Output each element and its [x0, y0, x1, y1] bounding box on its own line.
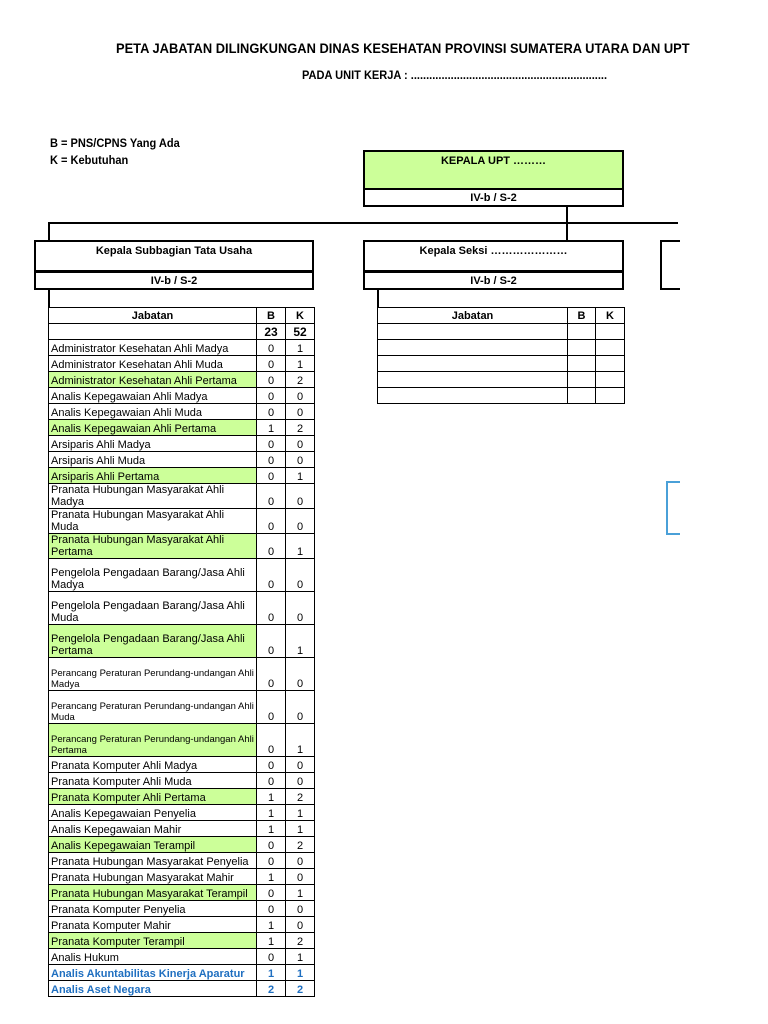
table-row: [49, 534, 315, 559]
empty-cell: [596, 340, 625, 356]
empty-cell: [596, 356, 625, 372]
table-row: [49, 658, 315, 691]
jabatan-k: 0: [286, 484, 315, 509]
jabatan-k: 0: [286, 658, 315, 691]
empty-cell: [568, 372, 596, 388]
jabatan-b: 0: [257, 388, 286, 404]
legend-b: B = PNS/CPNS Yang Ada: [50, 136, 180, 150]
jabatan-k: 1: [286, 949, 315, 965]
jabatan-name: Analis Aset Negara: [49, 981, 257, 997]
jabatan-k: 1: [286, 534, 315, 559]
subbag-tu-label: Kepala Subbagian Tata Usaha: [95, 245, 253, 257]
jabatan-k: 1: [286, 805, 315, 821]
jabatan-k: 1: [286, 965, 315, 981]
total-k: 52: [286, 324, 315, 340]
page-title: PETA JABATAN DILINGKUNGAN DINAS KESEHATAN PROVINSI SUMATERA UTARA DAN UPT: [116, 40, 690, 56]
jabatan-k: 1: [286, 468, 315, 484]
jabatan-name: Administrator Kesehatan Ahli Pertama: [49, 372, 257, 388]
table-row: [49, 757, 315, 773]
table-row: [49, 356, 315, 372]
jabatan-b: 0: [257, 724, 286, 757]
empty-cell: [378, 324, 568, 340]
jabatan-b: 0: [257, 853, 286, 869]
right-cutoff-box: [660, 240, 680, 290]
table-row: [49, 404, 315, 420]
jabatan-b: 1: [257, 965, 286, 981]
jabatan-name: Analis Kepegawaian Ahli Pertama: [49, 420, 257, 436]
jabatan-k: 0: [286, 388, 315, 404]
kepala-upt-box: [363, 150, 624, 190]
jabatan-b: 0: [257, 658, 286, 691]
jabatan-name: Perancang Peraturan Perundang-undangan Ahli Pertama: [49, 724, 257, 757]
subbag-tu-grade-label: IV-b / S-2: [150, 274, 198, 287]
middle-jabatan-table: [377, 307, 625, 404]
connector-middle-drop: [566, 222, 568, 241]
jabatan-k: 0: [286, 452, 315, 468]
connector-left-drop: [48, 222, 50, 241]
jabatan-name: Analis Hukum: [49, 949, 257, 965]
jabatan-name: Administrator Kesehatan Ahli Muda: [49, 356, 257, 372]
table-row: [49, 509, 315, 534]
table-row: [49, 821, 315, 837]
table-row: [49, 885, 315, 901]
connector-left-table: [48, 289, 50, 307]
jabatan-k: 0: [286, 691, 315, 724]
jabatan-k: 1: [286, 821, 315, 837]
table-row: [49, 965, 315, 981]
connector-upt-down: [566, 206, 568, 223]
empty-row: [378, 388, 625, 404]
empty-row: [378, 372, 625, 388]
jabatan-k: 0: [286, 559, 315, 592]
jabatan-name: Pranata Komputer Ahli Muda: [49, 773, 257, 789]
jabatan-name: Pranata Komputer Ahli Madya: [49, 757, 257, 773]
jabatan-b: 0: [257, 436, 286, 452]
jabatan-b: 0: [257, 592, 286, 625]
jabatan-b: 0: [257, 773, 286, 789]
table-row: [49, 436, 315, 452]
jabatan-b: 0: [257, 468, 286, 484]
jabatan-k: 0: [286, 404, 315, 420]
table-row: [49, 773, 315, 789]
table-row: [49, 949, 315, 965]
empty-row: [378, 356, 625, 372]
jabatan-k: 1: [286, 625, 315, 658]
kepala-upt-grade: [363, 188, 624, 207]
header-jabatan: Jabatan: [49, 308, 257, 324]
jabatan-b: 1: [257, 821, 286, 837]
jabatan-name: Analis Kepegawaian Ahli Madya: [49, 388, 257, 404]
table-row: [49, 837, 315, 853]
jabatan-name: Pranata Hubungan Masyarakat Ahli Pertama: [49, 534, 257, 559]
jabatan-name: Arsiparis Ahli Madya: [49, 436, 257, 452]
jabatan-b: 0: [257, 901, 286, 917]
jabatan-name: Arsiparis Ahli Muda: [49, 452, 257, 468]
jabatan-b: 0: [257, 534, 286, 559]
jabatan-b: 0: [257, 404, 286, 420]
table-row: [49, 917, 315, 933]
jabatan-name: Pranata Hubungan Masyarakat Ahli Madya: [49, 484, 257, 509]
table-row: [49, 468, 315, 484]
table-row: [49, 340, 315, 356]
mid-header-k: K: [596, 308, 625, 324]
jabatan-k: 2: [286, 372, 315, 388]
jabatan-name: Analis Kepegawaian Penyelia: [49, 805, 257, 821]
empty-row: [378, 340, 625, 356]
kepala-seksi-box: [363, 240, 624, 272]
jabatan-name: Pranata Komputer Penyelia: [49, 901, 257, 917]
jabatan-k: 1: [286, 724, 315, 757]
jabatan-name: Perancang Peraturan Perundang-undangan Ahli Muda: [49, 691, 257, 724]
jabatan-k: 2: [286, 420, 315, 436]
unit-kerja-line: PADA UNIT KERJA : ................................................................: [302, 68, 608, 82]
table-row: [49, 789, 315, 805]
mid-header-jabatan: Jabatan: [378, 308, 568, 324]
kepala-seksi-grade-label: IV-b / S-2: [470, 274, 517, 287]
jabatan-k: 0: [286, 853, 315, 869]
empty-cell: [568, 340, 596, 356]
jabatan-name: Arsiparis Ahli Pertama: [49, 468, 257, 484]
empty-cell: [596, 372, 625, 388]
empty-cell: [596, 324, 625, 340]
jabatan-b: 1: [257, 805, 286, 821]
jabatan-b: 0: [257, 340, 286, 356]
left-jabatan-table: [48, 307, 315, 997]
jabatan-k: 2: [286, 981, 315, 997]
empty-row: [378, 324, 625, 340]
right-edge-shape: [666, 481, 680, 535]
empty-cell: [568, 356, 596, 372]
kepala-upt-grade-label: IV-b / S-2: [470, 191, 517, 204]
table-row: [49, 559, 315, 592]
jabatan-name: Administrator Kesehatan Ahli Madya: [49, 340, 257, 356]
jabatan-k: 0: [286, 592, 315, 625]
table-row: [49, 372, 315, 388]
jabatan-name: Analis Kepegawaian Ahli Muda: [49, 404, 257, 420]
jabatan-k: 0: [286, 901, 315, 917]
total-b: 23: [257, 324, 286, 340]
table-row: [49, 901, 315, 917]
table-row: [49, 691, 315, 724]
table-row: [49, 933, 315, 949]
kepala-upt-label: KEPALA UPT ………: [440, 155, 547, 167]
table-row: [49, 724, 315, 757]
jabatan-k: 1: [286, 340, 315, 356]
jabatan-b: 1: [257, 917, 286, 933]
jabatan-b: 0: [257, 372, 286, 388]
jabatan-b: 0: [257, 625, 286, 658]
jabatan-b: 0: [257, 691, 286, 724]
table-row: [49, 805, 315, 821]
subbag-tu-box: [34, 240, 314, 272]
subbag-tu-grade: [34, 271, 314, 290]
empty-cell: [568, 324, 596, 340]
jabatan-k: 0: [286, 509, 315, 534]
jabatan-name: Pengelola Pengadaan Barang/Jasa Ahli Madya: [49, 559, 257, 592]
table-row: [49, 452, 315, 468]
jabatan-b: 0: [257, 452, 286, 468]
jabatan-b: 1: [257, 420, 286, 436]
table-row: [49, 388, 315, 404]
jabatan-k: 2: [286, 789, 315, 805]
jabatan-k: 1: [286, 356, 315, 372]
header-b: B: [257, 308, 286, 324]
empty-cell: [596, 388, 625, 404]
jabatan-b: 0: [257, 356, 286, 372]
header-k: K: [286, 308, 315, 324]
jabatan-name: Pengelola Pengadaan Barang/Jasa Ahli Pertama: [49, 625, 257, 658]
jabatan-b: 1: [257, 869, 286, 885]
table-row: [49, 853, 315, 869]
jabatan-name: Analis Kepegawaian Terampil: [49, 837, 257, 853]
jabatan-name: Pranata Komputer Terampil: [49, 933, 257, 949]
legend-k: K = Kebutuhan: [50, 153, 129, 167]
jabatan-k: 1: [286, 885, 315, 901]
jabatan-name: Pranata Komputer Mahir: [49, 917, 257, 933]
jabatan-b: 0: [257, 484, 286, 509]
kepala-seksi-label: Kepala Seksi …………………: [419, 245, 568, 257]
jabatan-name: Pranata Hubungan Masyarakat Ahli Muda: [49, 509, 257, 534]
jabatan-name: Pranata Hubungan Masyarakat Terampil: [49, 885, 257, 901]
mid-header-b: B: [568, 308, 596, 324]
jabatan-k: 0: [286, 757, 315, 773]
table-row: [49, 869, 315, 885]
jabatan-k: 2: [286, 837, 315, 853]
jabatan-b: 0: [257, 885, 286, 901]
jabatan-k: 0: [286, 917, 315, 933]
jabatan-name: Pranata Komputer Ahli Pertama: [49, 789, 257, 805]
jabatan-k: 0: [286, 436, 315, 452]
jabatan-b: 2: [257, 981, 286, 997]
table-row: [49, 420, 315, 436]
jabatan-name: Perancang Peraturan Perundang-undangan Ahli Madya: [49, 658, 257, 691]
table-row: [49, 592, 315, 625]
empty-cell: [378, 388, 568, 404]
jabatan-name: Pranata Hubungan Masyarakat Penyelia: [49, 853, 257, 869]
jabatan-name: Pengelola Pengadaan Barang/Jasa Ahli Muda: [49, 592, 257, 625]
table-row: [49, 625, 315, 658]
connector-horizontal: [48, 222, 678, 224]
kepala-seksi-grade: [363, 271, 624, 290]
connector-middle-table: [377, 289, 379, 307]
table-row: [49, 484, 315, 509]
jabatan-b: 1: [257, 933, 286, 949]
empty-cell: [378, 356, 568, 372]
jabatan-b: 0: [257, 949, 286, 965]
jabatan-name: Analis Akuntabilitas Kinerja Aparatur: [49, 965, 257, 981]
empty-cell: [568, 388, 596, 404]
jabatan-b: 0: [257, 837, 286, 853]
jabatan-b: 0: [257, 559, 286, 592]
empty-cell: [378, 340, 568, 356]
totals-label: [49, 324, 257, 340]
jabatan-k: 0: [286, 773, 315, 789]
jabatan-k: 2: [286, 933, 315, 949]
jabatan-k: 0: [286, 869, 315, 885]
jabatan-b: 0: [257, 509, 286, 534]
empty-cell: [378, 372, 568, 388]
jabatan-name: Pranata Hubungan Masyarakat Mahir: [49, 869, 257, 885]
jabatan-b: 0: [257, 757, 286, 773]
table-row: [49, 981, 315, 997]
jabatan-b: 1: [257, 789, 286, 805]
jabatan-name: Analis Kepegawaian Mahir: [49, 821, 257, 837]
